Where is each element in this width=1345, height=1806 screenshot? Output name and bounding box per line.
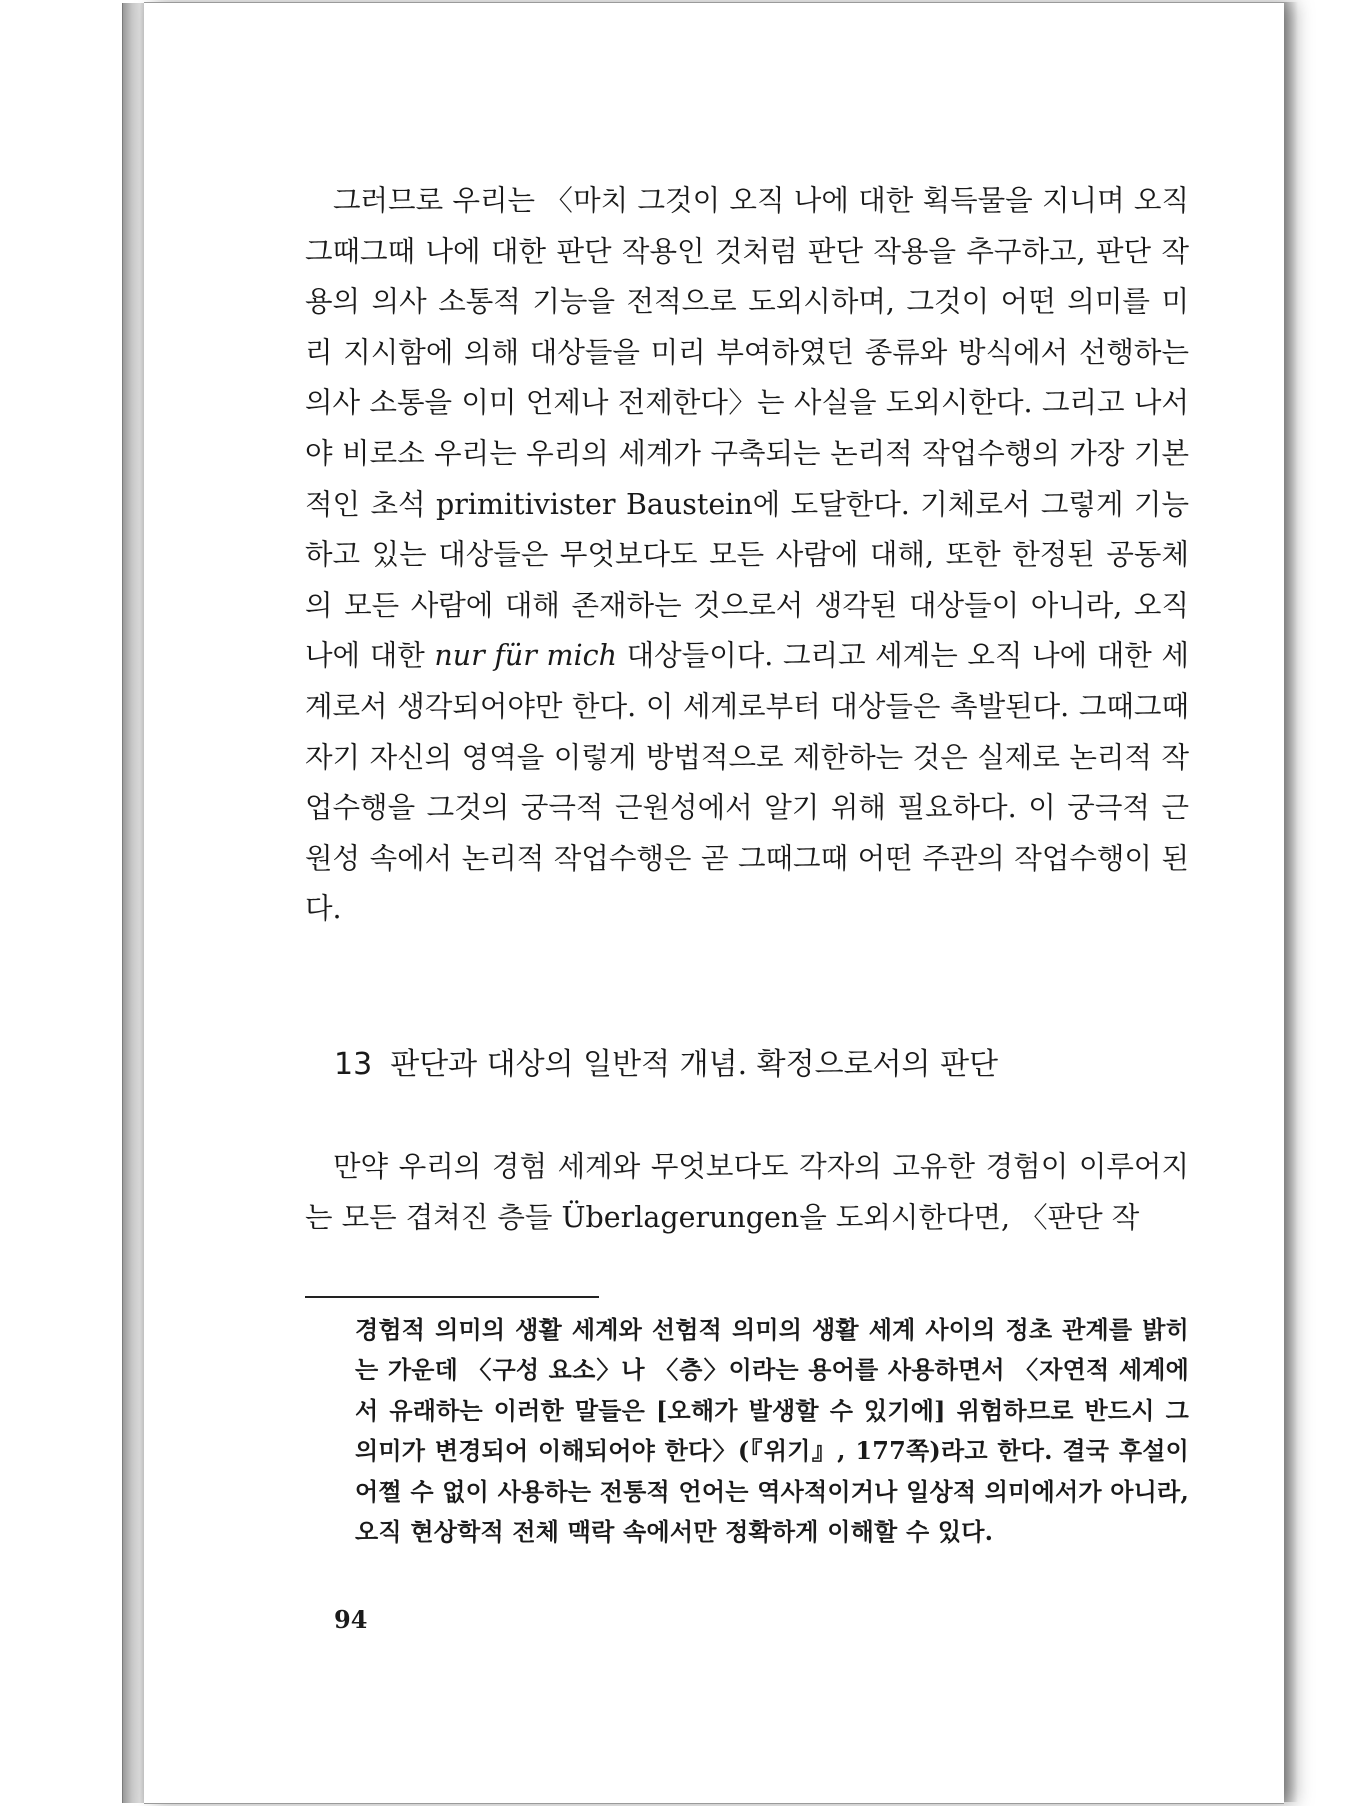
- section-number: 13: [334, 1047, 373, 1082]
- page-shadow: [1284, 2, 1298, 1802]
- section-heading: [334, 1040, 1218, 1090]
- section-title: 판단과 대상의 일반적 개념. 확정으로서의 판단: [390, 1047, 999, 1082]
- body-paragraph-1-part-a: 그러므로 우리는 〈마치 그것이 오직 나에 대한 획득물을 지니며 오직 그때그때 나에 대한 판단 작용인 것처럼 판단 작용을 추구하고, 판단 작용의 의사 소통적 기능을 전적으로 도외시하며, 그것이 어떤 의미를 미리 지시함에 의해 대상들을 미리 부여하였던 종류와 방식에서 선행하는 의사 소통을 이미 언제나 전제한다〉는 사실을 도외시한다. 그리고 나서야 비로소 우리는 우리의 세계가 구축되는 논리적 작업수행의 가장 기본적인 초석 primitivister Baustein에 도달한다. 기체로서 그렇게 기능하고 있는 대상들은 무엇보다도 모든 사람에 대해, 또한 한정된 공동체의 모든 사람에 대해 존재하는 것으로서 생각된 대상들이 아니라, 오직 나에 대한: [305, 184, 1189, 673]
- page-number: 94: [334, 1605, 368, 1634]
- body-paragraph-2: 만약 우리의 경험 세계와 무엇보다도 각자의 고유한 경험이 이루어지는 모든 겹쳐진 층들 Überlagerungen을 도외시한다면, 〈판단 작: [305, 1150, 1189, 1234]
- footnote: 경험적 의미의 생활 세계와 선험적 의미의 생활 세계 사이의 정초 관계를 밝히는 가운데 〈구성 요소〉나 〈층〉이라는 용어를 사용하면서 〈자연적 세계에서 유래하는 이러한 말들은 [오해가 발생할 수 있기에] 위험하므로 반드시 그 의미가 변경되어 이해되어야 한다〉(『위기』, 177쪽)라고 한다. 결국 후설이 어쩔 수 없이 사용하는 전통적 언어는 역사적이거나 일상적 의미에서가 아니라, 오직 현상학적 전체 맥락 속에서만 정확하게 이해할 수 있다.: [355, 1315, 1189, 1547]
- body-paragraph-1: [305, 176, 1189, 935]
- footnote-divider: [305, 1296, 599, 1298]
- italic-term: nur für mich: [434, 639, 617, 673]
- body-paragraph-1-part-b: 대상들이다. 그리고 세계는 오직 나에 대한 세계로서 생각되어야만 한다. 이 세계로부터 대상들은 촉발된다. 그때그때 자기 자신의 영역을 이렇게 방법적으로 제한하는 것은 실제로 논리적 작업수행을 그것의 궁극적 근원성에서 알기 위해 필요하다. 이 궁극적 근원성 속에서 논리적 작업수행은 곧 그때그때 어떤 주관의 작업수행이 된다.: [305, 639, 1189, 926]
